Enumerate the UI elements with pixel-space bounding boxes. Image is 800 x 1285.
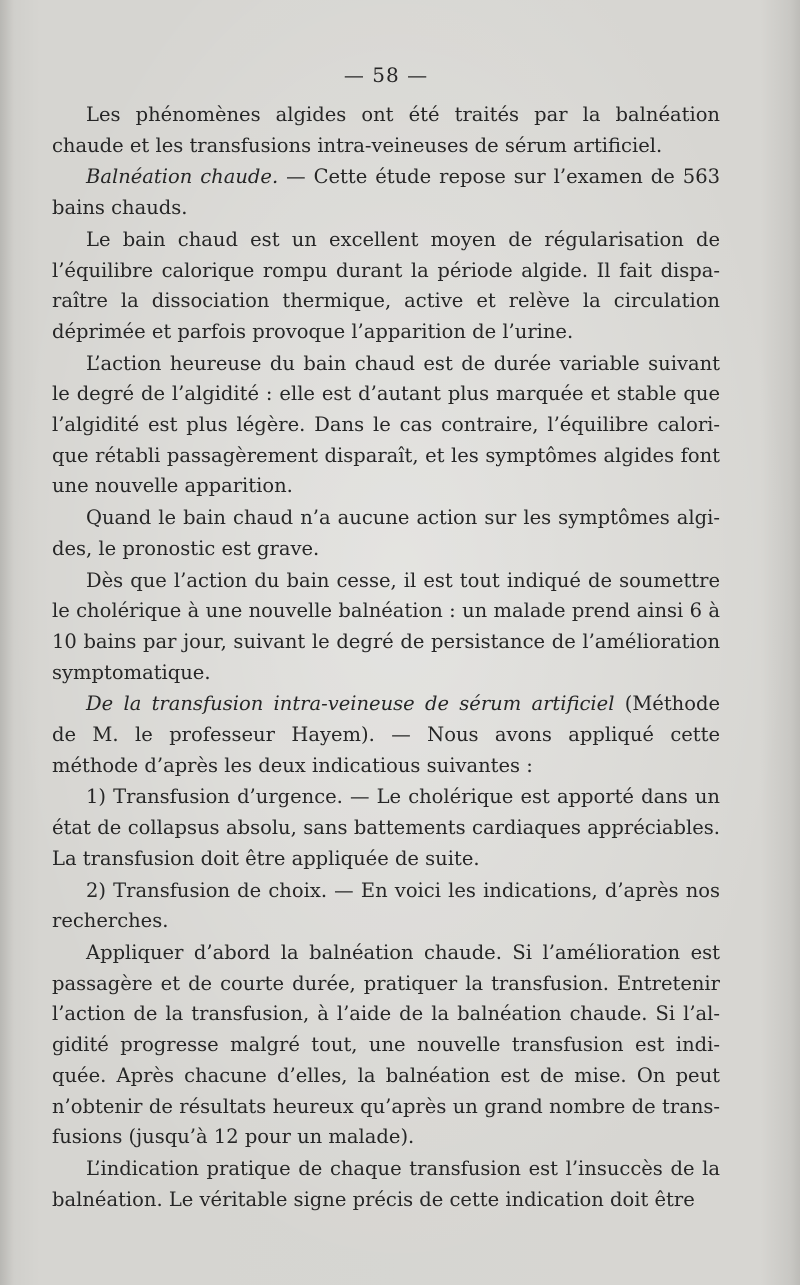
paragraph-text: Le bain chaud est un excellent moyen de régularisation de l’équilibre calorique rompu durant la période algide. Il fait disparaître la dissociation thermique, active et relève la circulation déprimée et parfois provoque l’apparition de l’urine. — [52, 227, 720, 343]
paragraph-text: (Méthode de M. le professeur Hayem). — Nous avons appliqué cette méthode d’après les deux indicatious suivantes : — [52, 692, 720, 777]
paragraph-text: L’action heureuse du bain chaud est de durée variable suivant le degré de l’algidité : elle est d’autant plus marquée et stable que l’algidité est plus légère. Dans le cas contraire, l’équilibre calorique rétabli passagèrement disparaît, et les symptômes algides font une nouvelle apparition. — [52, 351, 720, 498]
section-heading-balneation: Balnéation chaude. — [86, 165, 279, 189]
paragraph-text: Quand le bain chaud n’a aucune action sur les symptômes algides, le pronostic est grave. — [52, 506, 720, 560]
paragraph-2 — [52, 162, 720, 223]
paragraph-3 — [52, 225, 720, 348]
paragraph-5 — [52, 503, 720, 564]
page-content — [52, 60, 720, 1215]
paragraph-text: Dès que l’action du bain cesse, il est tout indiqué de soumettre le cholérique à une nouvelle balnéation : un malade prend ainsi 6 à 10 bains par jour, suivant le degré de persistance de l’amélioration symptomatique. — [52, 568, 720, 684]
paragraph-8 — [52, 782, 720, 874]
paragraph-text: 2) Transfusion de choix. — En voici les indications, d’après nos recherches. — [52, 878, 720, 933]
paragraph-text: Appliquer d’abord la balnéation chaude. Si l’amélioration est passagère et de courte durée, pratiquer la transfusion. Entretenir l’action de la transfusion, à l’aide de la balnéation chaude. Si l’algidité progresse malgré tout, une nouvelle transfusion est indiquée. Après chacune d’elles, la balnéation est de mise. On peut n’obtenir de résultats heureux qu’après un grand nombre de transfusions (jusqu’à 12 pour un malade). — [52, 940, 720, 1149]
page-number: — 58 — — [343, 63, 429, 87]
paragraph-9 — [52, 876, 720, 937]
section-heading-transfusion: De la transfusion intra-veineuse de sérum artificiel — [86, 692, 615, 716]
paragraph-4 — [52, 349, 720, 503]
paragraph-10 — [52, 938, 720, 1153]
paragraph-6 — [52, 566, 720, 689]
paragraph-text: Les phénomènes algides ont été traités par la balnéation chaude et les transfusions intra-veineuses de sérum artificiel. — [52, 103, 720, 157]
paragraph-text: — Cette étude repose sur l’examen de 563 bains chauds. — [52, 165, 721, 220]
paragraph-7 — [52, 689, 720, 781]
paragraph-text: 1) Transfusion d’urgence. — Le cholérique est apporté dans un état de collapsus absolu, sans battements cardiaques appréciables. La transfusion doit être appliquée de suite. — [52, 785, 720, 870]
paragraph-1 — [52, 100, 720, 161]
paragraph-text: L’indication pratique de chaque transfusion est l’insuccès de la balnéation. Le véritable signe précis de cette indication doit être — [52, 1156, 720, 1211]
paragraph-11 — [52, 1154, 720, 1215]
